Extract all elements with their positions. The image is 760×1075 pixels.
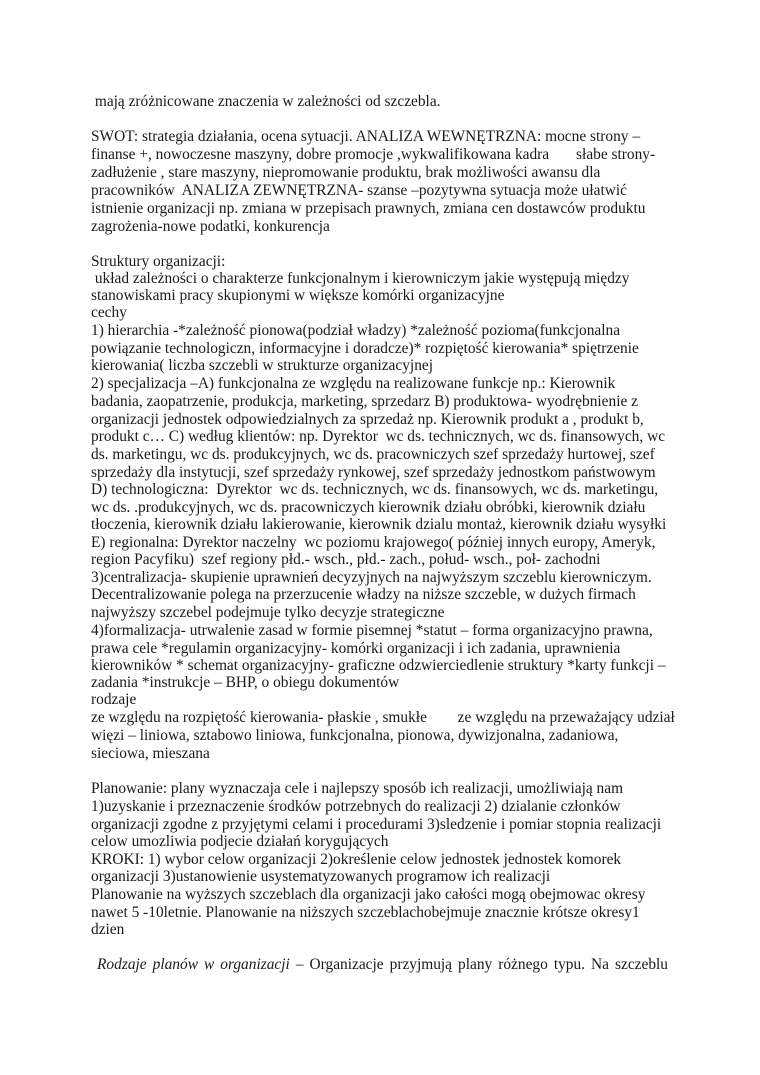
text-line: stanowiskami pracy skupionymi w większe komórki organizacyjne — [91, 287, 505, 304]
text-line: produkt c… C) według klientów: np. Dyrektor wc ds. technicznych, wc ds. finansowych, wc — [91, 428, 666, 445]
text-line: 1) hierarchia -*zależność pionowa(podział władzy) *zależność pozioma(funkcjonalna — [91, 322, 621, 339]
text-line: więzi – liniowa, sztabowo liniowa, funkcjonalna, pionowa, dywizjonalna, zadaniowa, — [91, 727, 619, 744]
text-line: SWOT: strategia działania, ocena sytuacji. ANALIZA WEWNĘTRZNA: mocne strony – — [91, 128, 641, 145]
text-line: region Pacyfiku) szef regiony płd.- wsch., płd.- zach., połud- wsch., poł- zachodni — [91, 551, 601, 568]
text-line: Planowanie: plany wyznaczaja cele i najlepszy sposób ich realizacji, umożliwiają nam — [91, 780, 624, 797]
text-line: Planowanie na wyższych szczeblach dla organizacji jako całości mogą obejmowac okresy — [91, 886, 646, 903]
text-line: ze względu na rozpiętość kierowania- płaskie , smukłe ze względu na przeważający udział — [91, 709, 675, 726]
text-line: KROKI: 1) wybor celow organizacji 2)określenie celow jednostek jednostek komorek — [91, 851, 622, 868]
text-line: zagrożenia-nowe podatki, konkurencja — [91, 218, 330, 235]
text-line: finanse +, nowoczesne maszyny, dobre promocje ,wykwalifikowana kadra słabe strony- — [91, 146, 656, 163]
text-line: D) technologiczna: Dyrektor wc ds. technicznych, wc ds. finansowych, wc ds. marketingu, — [91, 481, 659, 498]
text-line: cechy — [91, 304, 127, 321]
text-line: 3)centralizacja- skupienie uprawnień decyzyjnych na najwyższym szczeblu kierowniczym. — [91, 569, 652, 586]
text-line: organizacji zgodne z przyjętymi celami i procedurami 3)sledzenie i pomiar stopnia realizacji — [91, 816, 662, 833]
text-line: układ zależności o charakterze funkcjonalnym i kierowniczym jakie występują między — [91, 270, 630, 287]
text-line: mają zróżnicowane znaczenia w zależności od szczebla. — [91, 93, 441, 110]
text-line: ds. marketingu, wc ds. produkcyjnych, wc ds. pracowniczych szef sprzedaży hurtowej, szef — [91, 446, 655, 463]
text-line: E) regionalna: Dyrektor naczelny wc poziomu krajowego( później innych europy, Ameryk, — [91, 534, 656, 551]
italic-phrase: Rodzaje planów w organizacji — [97, 956, 290, 973]
text-line: kierowania( liczba szczebli w strukturze organizacyjnej — [91, 357, 433, 374]
text-line: badania, zaopatrzenie, produkcja, marketing, sprzedarz B) produktowa- wyodrębnienie z — [91, 393, 638, 410]
text-line: najwyższy szczebel podejmuje tylko decyzje strategiczne — [91, 604, 445, 621]
text-line: pracowników ANALIZA ZEWNĘTRZNA- szanse –pozytywna sytuacja może ułatwić — [91, 182, 627, 199]
section-heading: Struktury organizacji: — [91, 253, 226, 270]
text-line: istnienie organizacji np. zmiana w przepisach prawnych, zmiana cen dostawców produktu — [91, 200, 646, 217]
text-line: kierowników * schemat organizacyjny- graficzne odzwierciedlenie struktury *karty funkcji – — [91, 657, 666, 674]
text-line: zadania *instrukcje – BHP, o obiegu dokumentów — [91, 674, 400, 691]
text-line: prawa cele *regulamin organizacyjny- komórki organizacji i ich zadania, uprawnienia — [91, 640, 621, 657]
text-line: wc ds. .produkcyjnych, wc ds. pracowniczych kierownik działu obróbki, kierownik działu — [91, 499, 646, 516]
text-line: zadłużenie , stare maszyny, niepromowanie produktu, brak możliwości awansu dla — [91, 164, 601, 181]
text-line: 2) specjalizacja –A) funkcjonalna ze względu na realizowane funkcje np.: Kierownik — [91, 375, 616, 392]
text-line: dzien — [91, 921, 125, 938]
text-line: 1)uzyskanie i przeznaczenie środków potrzebnych do realizacji 2) dzialanie członków — [91, 798, 621, 815]
text-line: 4)formalizacja- utrwalenie zasad w formie pisemnej *statut – forma organizacyjno prawna, — [91, 622, 653, 639]
text-line: tłoczenia, kierownik działu lakierowanie, kierownik dzialu montaż, kierownik działu wysyłki — [91, 516, 667, 533]
text-line: powiązanie technologiczn, informacyjne i doradcze)* rozpiętość kierowania* spiętrzenie — [91, 340, 639, 357]
text-line: organizacji jednostek odpowiedzialnych za sprzedaż np. Kierownik produkt a , produkt b, — [91, 411, 644, 428]
text-line: nawet 5 -10letnie. Planowanie na niższych szczeblachobejmuje znacznie krótsze okresy1 — [91, 904, 640, 921]
paragraph-line — [91, 956, 668, 974]
text-line: sprzedaży dla instytucji, szef sprzedaży rynkowej, szef sprzedaży jednostkom państwowym — [91, 464, 656, 481]
text-line: celow umozliwia podjecie działań korygujących — [91, 833, 389, 850]
text-line: rodzaje — [91, 691, 137, 708]
text-line: Decentralizowanie polega na przerzucenie władzy na niższe szczeble, w dużych firmach — [91, 586, 636, 603]
text-line: organizacji 3)ustanowienie usystematyzowanych programow ich realizacji — [91, 868, 551, 885]
text-line: sieciowa, mieszana — [91, 745, 210, 762]
paragraph-text: – Organizacje przyjmują plany różnego typu. Na szczeblu — [289, 956, 668, 973]
